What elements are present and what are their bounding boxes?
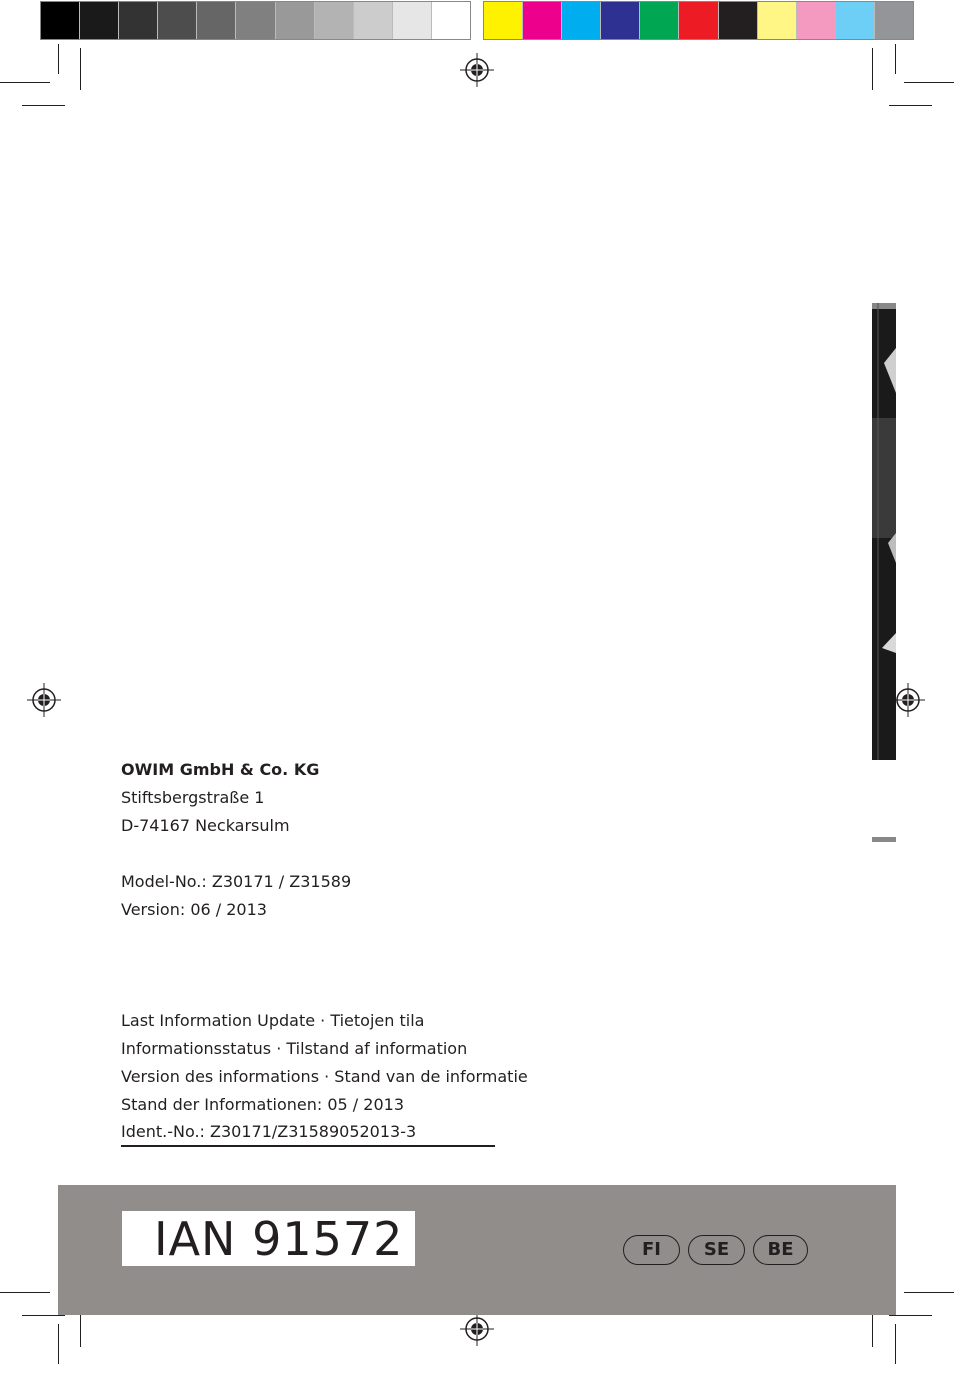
registration-mark-icon xyxy=(891,683,925,717)
color-swatch xyxy=(679,2,718,39)
color-swatch xyxy=(523,2,562,39)
manufacturer-city: D-74167 Neckarsulm xyxy=(121,816,290,835)
spine-image-strip xyxy=(872,303,896,760)
country-badge-fi: FI xyxy=(623,1235,680,1265)
ian-box xyxy=(122,1211,415,1266)
country-badge-se: SE xyxy=(688,1235,745,1265)
registration-mark-icon xyxy=(460,1312,494,1346)
color-swatch xyxy=(158,2,197,39)
ident-underline xyxy=(121,1145,495,1147)
color-swatch xyxy=(80,2,119,39)
ident-number: Ident.-No.: Z30171/Z31589052013-3 xyxy=(121,1122,417,1141)
registration-mark-icon xyxy=(460,53,494,87)
color-swatch xyxy=(276,2,315,39)
crop-mark xyxy=(904,82,954,83)
color-swatch xyxy=(836,2,875,39)
color-swatch xyxy=(315,2,354,39)
spine-gray-mark xyxy=(872,837,896,842)
color-swatch xyxy=(758,2,797,39)
color-swatch xyxy=(640,2,679,39)
crop-mark xyxy=(872,48,873,90)
color-swatch xyxy=(601,2,640,39)
color-swatch xyxy=(119,2,158,39)
ian-number: IAN 91572 xyxy=(154,1212,404,1266)
color-swatch xyxy=(432,2,470,39)
color-swatch xyxy=(562,2,601,39)
crop-mark xyxy=(58,1324,59,1364)
version: Version: 06 / 2013 xyxy=(121,900,267,919)
info-status-line: Stand der Informationen: 05 / 2013 xyxy=(121,1095,404,1114)
crop-mark xyxy=(889,105,932,106)
color-swatch xyxy=(484,2,523,39)
crop-mark xyxy=(22,1315,65,1316)
crop-mark xyxy=(889,1315,932,1316)
crop-mark xyxy=(0,1292,50,1293)
color-swatch xyxy=(719,2,758,39)
crop-mark xyxy=(80,48,81,90)
crop-mark xyxy=(895,1324,896,1364)
crop-mark xyxy=(58,44,59,74)
model-number: Model-No.: Z30171 / Z31589 xyxy=(121,872,352,891)
crop-mark xyxy=(895,44,896,74)
manufacturer-name: OWIM GmbH & Co. KG xyxy=(121,760,320,779)
crop-mark xyxy=(22,105,65,106)
spine-graphic xyxy=(872,303,896,760)
info-status-line: Last Information Update · Tietojen tila xyxy=(121,1011,425,1030)
crop-mark xyxy=(904,1292,954,1293)
footer-band xyxy=(58,1185,896,1315)
color-swatch xyxy=(797,2,836,39)
country-badge-be: BE xyxy=(753,1235,808,1265)
color-swatch xyxy=(41,2,80,39)
color-swatch xyxy=(197,2,236,39)
color-swatch xyxy=(393,2,432,39)
manufacturer-street: Stiftsbergstraße 1 xyxy=(121,788,265,807)
registration-mark-icon xyxy=(27,683,61,717)
info-status-line: Informationsstatus · Tilstand af information xyxy=(121,1039,468,1058)
crop-mark xyxy=(0,82,50,83)
grayscale-color-bar xyxy=(40,1,471,40)
color-swatch xyxy=(875,2,913,39)
process-color-bar xyxy=(483,1,914,40)
color-swatch xyxy=(354,2,393,39)
color-swatch xyxy=(236,2,275,39)
info-status-line: Version des informations · Stand van de informatie xyxy=(121,1067,528,1086)
